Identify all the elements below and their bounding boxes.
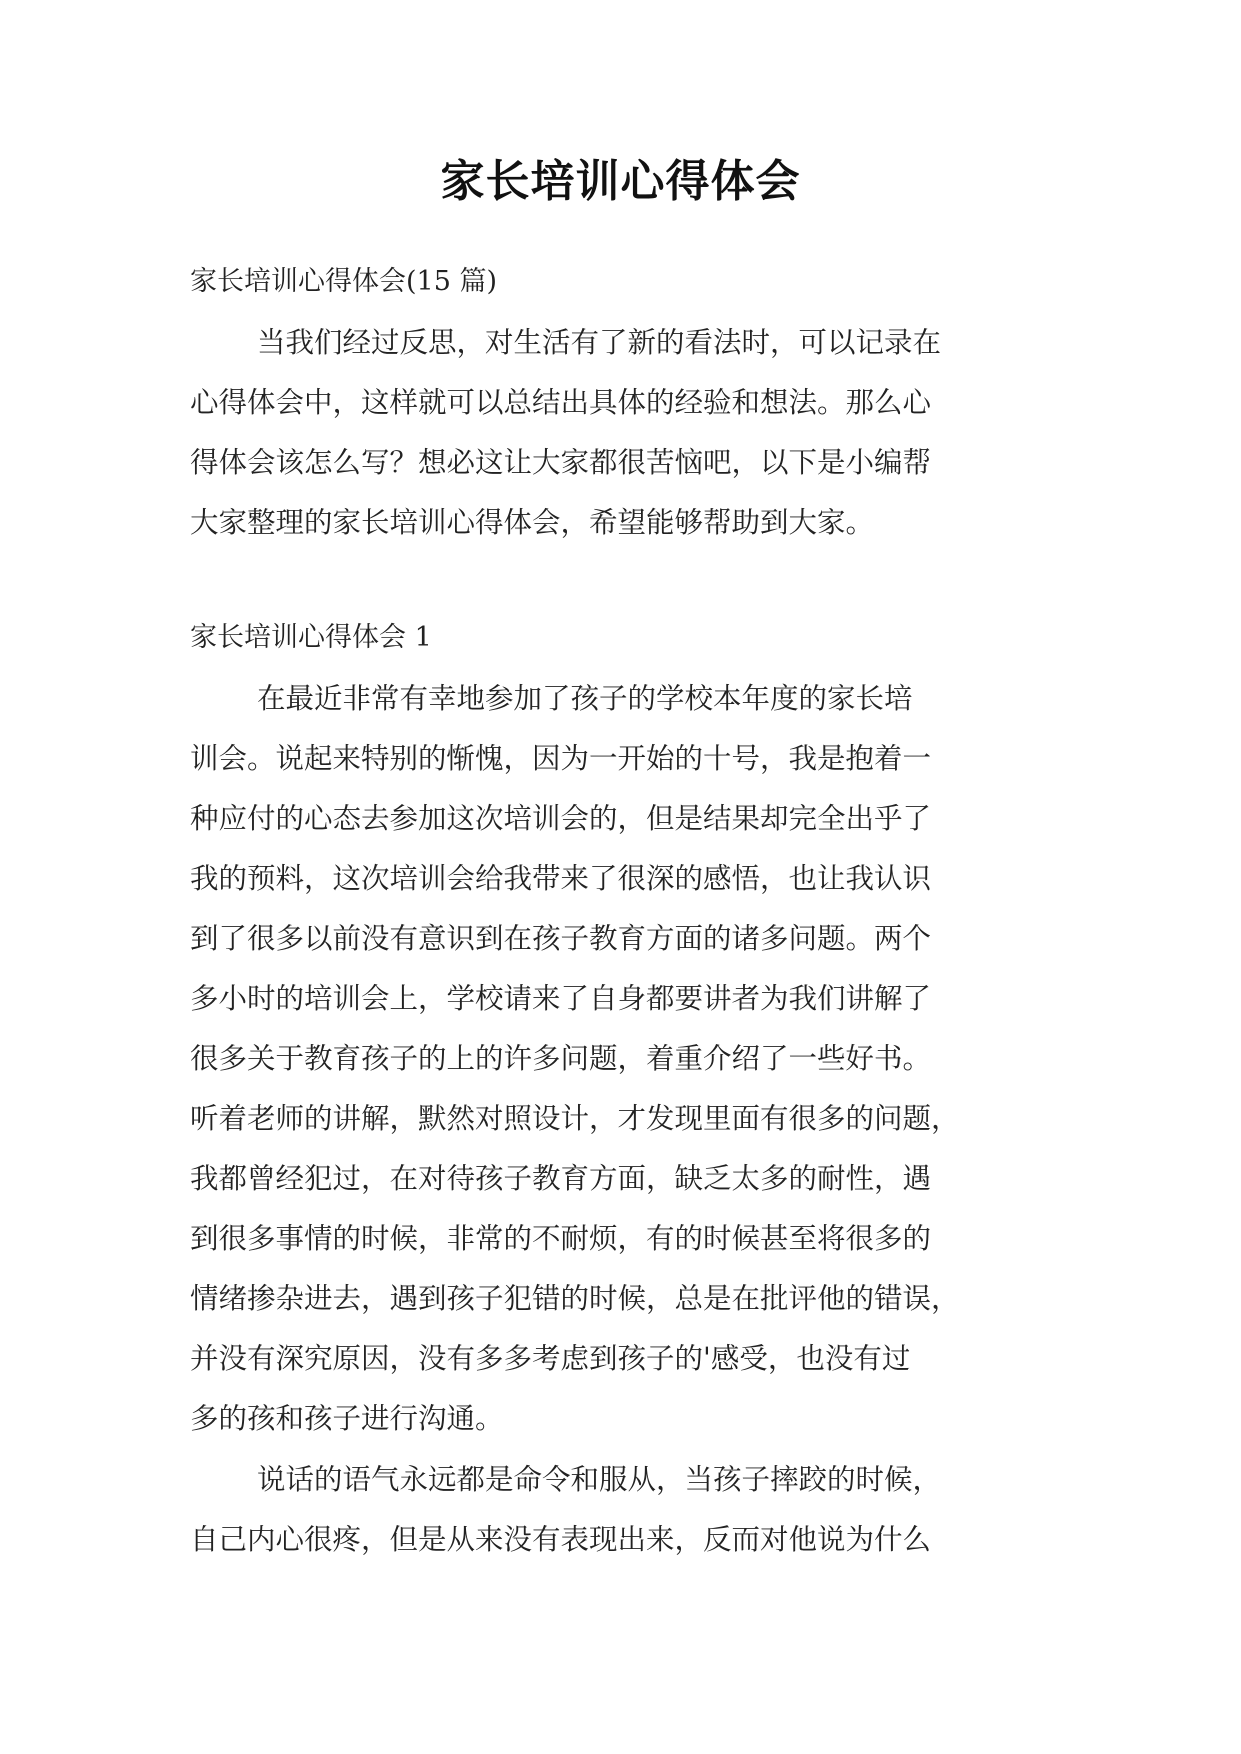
body-paragraph-line: 种应付的心态去参加这次培训会的，但是结果却完全出乎了: [190, 802, 932, 835]
intro-paragraph-line: 大家整理的家长培训心得体会，希望能够帮助到大家。: [190, 506, 875, 539]
body-paragraph-line: 我都曾经犯过，在对待孩子教育方面，缺乏太多的耐性，遇: [190, 1162, 932, 1195]
intro-paragraph-line: 得体会该怎么写？想必这让大家都很苦恼吧，以下是小编帮: [190, 446, 932, 479]
body-paragraph-line: 多的孩和孩子进行沟通。: [190, 1402, 504, 1435]
body-paragraph-line: 听着老师的讲解，默然对照设计，才发现里面有很多的问题，: [190, 1102, 960, 1135]
body-paragraph-line: 在最近非常有幸地参加了孩子的学校本年度的家长培: [257, 682, 913, 715]
body-paragraph-line: 说话的语气永远都是命令和服从，当孩子摔跤的时候，: [257, 1463, 942, 1496]
intro-paragraph-line: 心得体会中，这样就可以总结出具体的经验和想法。那么心: [190, 386, 932, 419]
body-paragraph-line: 到了很多以前没有意识到在孩子教育方面的诸多问题。两个: [190, 922, 932, 955]
body-paragraph-line: 情绪掺杂进去，遇到孩子犯错的时候，总是在批评他的错误，: [190, 1282, 960, 1315]
intro-paragraph-line: 当我们经过反思，对生活有了新的看法时，可以记录在: [257, 326, 942, 359]
body-paragraph-line: 到很多事情的时候，非常的不耐烦，有的时候甚至将很多的: [190, 1222, 932, 1255]
body-paragraph-line: 很多关于教育孩子的上的许多问题，着重介绍了一些好书。: [190, 1042, 932, 1075]
section-heading: 家长培训心得体会 1: [190, 622, 432, 653]
body-paragraph-line: 多小时的培训会上，学校请来了自身都要讲者为我们讲解了: [190, 982, 932, 1015]
body-paragraph-line: 我的预料，这次培训会给我带来了很深的感悟，也让我认识: [190, 862, 932, 895]
body-paragraph-line: 并没有深究原因，没有多多考虑到孩子的'感受，也没有过: [190, 1342, 911, 1375]
doc-subtitle: 家长培训心得体会(15 篇): [190, 266, 498, 297]
document-title: 家长培训心得体会: [440, 156, 801, 207]
body-paragraph-line: 自己内心很疼，但是从来没有表现出来，反而对他说为什么: [190, 1523, 932, 1556]
body-paragraph-line: 训会。说起来特别的惭愧，因为一开始的十号，我是抱着一: [190, 742, 932, 775]
